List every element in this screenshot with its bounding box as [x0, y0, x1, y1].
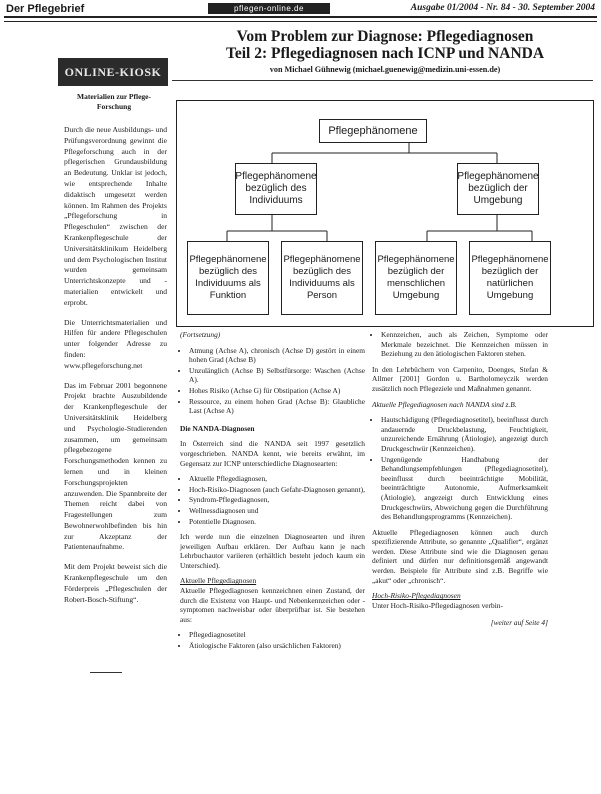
- paragraph: Ich werde nun die einzelnen Diagnosearten und ihren jeweiligen Aufbau erklären. Der Aufbau kann je nach Lehrbuchautor variieren (erhältlich besteht jedoch kaum ein Unterschied).: [180, 532, 365, 570]
- sidebar-paragraph: Mit dem Projekt beweist sich die Krankenpflegeschule um den Förderpreis „Pflegeschulen der Robert-Bosch-Stiftung“.: [64, 562, 167, 604]
- continuation-note: (Fortsetzung): [180, 330, 221, 339]
- list-item: • Hohes Risiko (Achse G) für Obstipation (Achse A): [189, 386, 365, 396]
- taxonomy-diagram: [176, 100, 594, 327]
- title-line-2: Teil 2: Pflegediagnosen nach ICNP und NANDA: [225, 45, 545, 62]
- diagram-level3-person: Pflegephänomene bezüglich des Individuums als Person: [281, 241, 363, 315]
- paragraph: Aktuelle Pflegediagnosen kennzeichnen einen Zustand, der durch die Existenz von Haupt- und Nebenkennzeichen oder -symptomen nachweisbar oder überprüfbar ist. Sie bestehen aus:: [180, 586, 365, 624]
- author-rule: [172, 80, 593, 81]
- list-item: • Kennzeichen, auch als Zeichen, Symptome oder Merkmale bezeichnet. Die Kennzeichen müssen in Beziehung zu den ätiologischen Faktoren stehen.: [381, 330, 548, 359]
- diagram-root-box: Pflegephänomene: [319, 119, 427, 143]
- list-item: • Hoch-Risiko-Diagnosen (auch Gefahr-Diagnosen genannt),: [189, 485, 365, 495]
- list-item: • Hautschädigung (Pflegediagnosetitel), beeinflusst durch andauernde Druckbelastung, Feuchtigkeit, unzureichende Ernährung (Ätiologie), angezeigt durch Druckgeschwür (Kennzeichen).: [381, 415, 548, 453]
- paragraph: Aktuelle Pflegediagnosen können auch durch spezifizierende Attribute, so genannte „Qualifier“, ergänzt werden. Diese Attribute sind wie die Diagnosen genau definiert und dürfen nur definitionsgemäß angewandt werden. Beispiele für Attribute sind z.B. Begriffe wie „akut“ oder „chronisch“.: [372, 527, 548, 585]
- list-item: • Wellnessdiagnosen und: [189, 506, 365, 516]
- sidebar-paragraph: Die Unterrichtsmaterialien und Hilfen für andere Pflegeschulen unter folgender Adresse zu finden:: [64, 317, 167, 359]
- kennzeichen-list: [372, 330, 548, 359]
- issue-info: Ausgabe 01/2004 - Nr. 84 - 30. September 2004: [410, 3, 595, 13]
- diagram-level3-funktion: Pflegephänomene bezüglich des Individuums als Funktion: [187, 241, 269, 315]
- newsletter-name: Der Pflegebrief: [6, 3, 85, 15]
- article-title: [180, 28, 590, 62]
- icnp-example-list: [180, 346, 365, 416]
- sidebar-link[interactable]: www.pflegeforschung.net: [64, 360, 143, 370]
- list-item: • Atmung (Achse A), chronisch (Achse D) gestört in einem hohen Grad (Achse B): [189, 346, 365, 365]
- list-item: • Syndrom-Pflegediagnosen,: [189, 495, 365, 505]
- article-column-1: [180, 330, 365, 657]
- list-item: • Ressource, zu einem hohen Grad (Achse B): Glaubliche Last (Achse A): [189, 397, 365, 416]
- site-logo: pflegen-online.de: [208, 3, 330, 14]
- title-line-1: Vom Problem zur Diagnose: Pflegediagnosen: [236, 28, 534, 45]
- sidebar-paragraph: Durch die neue Ausbildungs- und Prüfungsverordnung gewinnt die Pflegeforschung auch in der pflegerischen Grundausbildung an Bedeutung. Unklar ist jedoch, wie entsprechende Inhalte didaktisch umgesetzt werden können. Im Rahmen des Projekts „Pflegeforschung in Pflegeschulen“ zwischen der Krankenpflegeschule der Universitätsklinikum Heidelberg und dem Psychologischen Institut wurden gemeinsam Unterrichtskonzepte und -materialien entwickelt und erprobt.: [64, 125, 167, 307]
- diagnosis-part-list: [180, 630, 365, 650]
- section-heading: Aktuelle Pflegediagnosen: [180, 576, 257, 586]
- sidebar-text: [64, 125, 167, 614]
- article-author: von Michael Gühnewig (michael.guenewig@medizin.uni-essen.de): [269, 65, 501, 74]
- sidebar-end-rule: [90, 672, 122, 673]
- list-item: • Unzulänglich (Achse B) Selbstfürsorge: Waschen (Achse A).: [189, 366, 365, 385]
- article-column-2: [372, 330, 548, 634]
- paragraph: In Österreich sind die NANDA seit 1997 gesetzlich vorgeschrieben. NANDA kennt, wie bereits erwähnt, im Gegensatz zur ICNP unterschiedliche Diagnosearten:: [180, 439, 365, 468]
- continued-note: [weiter auf Seite 4]: [490, 618, 548, 628]
- paragraph: Unter Hoch-Risiko-Pflegediagnosen verbin-: [372, 600, 503, 610]
- diagram-level2-umgebung: Pflegephänomene bezüglich der Umgebung: [457, 163, 539, 215]
- list-item: • Ätiologische Faktoren (also ursächlichen Faktoren): [189, 641, 365, 651]
- diagram-level3-menschlich: Pflegephänomene bezüglich der menschlichen Umgebung: [375, 241, 457, 315]
- sidebar-paragraph: Das im Februar 2001 begonnene Projekt brachte Auszubildende der Krankenpflegeschule der Universitätsklinik Heidelberg und Psychologie-Studierenden zusammen, um gemeinsam pflegebezogene Forschungsmethoden kennen zu lernen und in kleinen Forschungsprojekten anzuwenden. Die Spannbreite der Themen reicht dabei von Fragestellungen zum Bewohnerwohlbefinden bis hin zur Akzeptanz der Patientenaufnahme.: [64, 380, 167, 552]
- list-item: • Ungenügende Handhabung der Behandlungsempfehlungen (Pflegediagnosetitel), beeinflusst durch beeinträchtigte Mobilität, beeinträchtigte Autonomie, Aufmerksamkeit (Ätiologie), angezeigt durch Entwicklung eines Druckgeschwürs, Abweichung gegen die Durchführung des Behandlungsprogramms (Kennzeichen).: [381, 455, 548, 522]
- list-item: • Pflegediagnosetitel: [189, 630, 365, 640]
- online-kiosk-badge: ONLINE-KIOSK: [58, 58, 168, 86]
- diagnosis-type-list: [180, 474, 365, 526]
- list-item: • Aktuelle Pflegediagnosen,: [189, 474, 365, 484]
- section-heading: Aktuelle Pflegediagnosen nach NANDA sind z.B.: [372, 399, 517, 409]
- diagram-level3-natuerlich: Pflegephänomene bezüglich der natürlichen Umgebung: [469, 241, 551, 315]
- list-item: • Potentielle Diagnosen.: [189, 517, 365, 527]
- paragraph: In den Lehrbüchern von Carpenito, Doenges, Stefan & Allmer [2001] Gordon u. Bartholomeyczik werden zusätzlich noch Pflegeziele und Maßnahmen genannt.: [372, 364, 548, 393]
- diagram-level2-individuum: Pflegephänomene bezüglich des Individuums: [235, 163, 317, 215]
- section-heading: Die NANDA-Diagnosen: [180, 423, 255, 433]
- nanda-example-list: [372, 415, 548, 522]
- header-rule: [4, 16, 597, 22]
- section-heading: Hoch-Risiko-Pflegediagnosen: [372, 591, 461, 601]
- sidebar-subtitle: Materialien zur Pflege-Forschung: [77, 92, 151, 111]
